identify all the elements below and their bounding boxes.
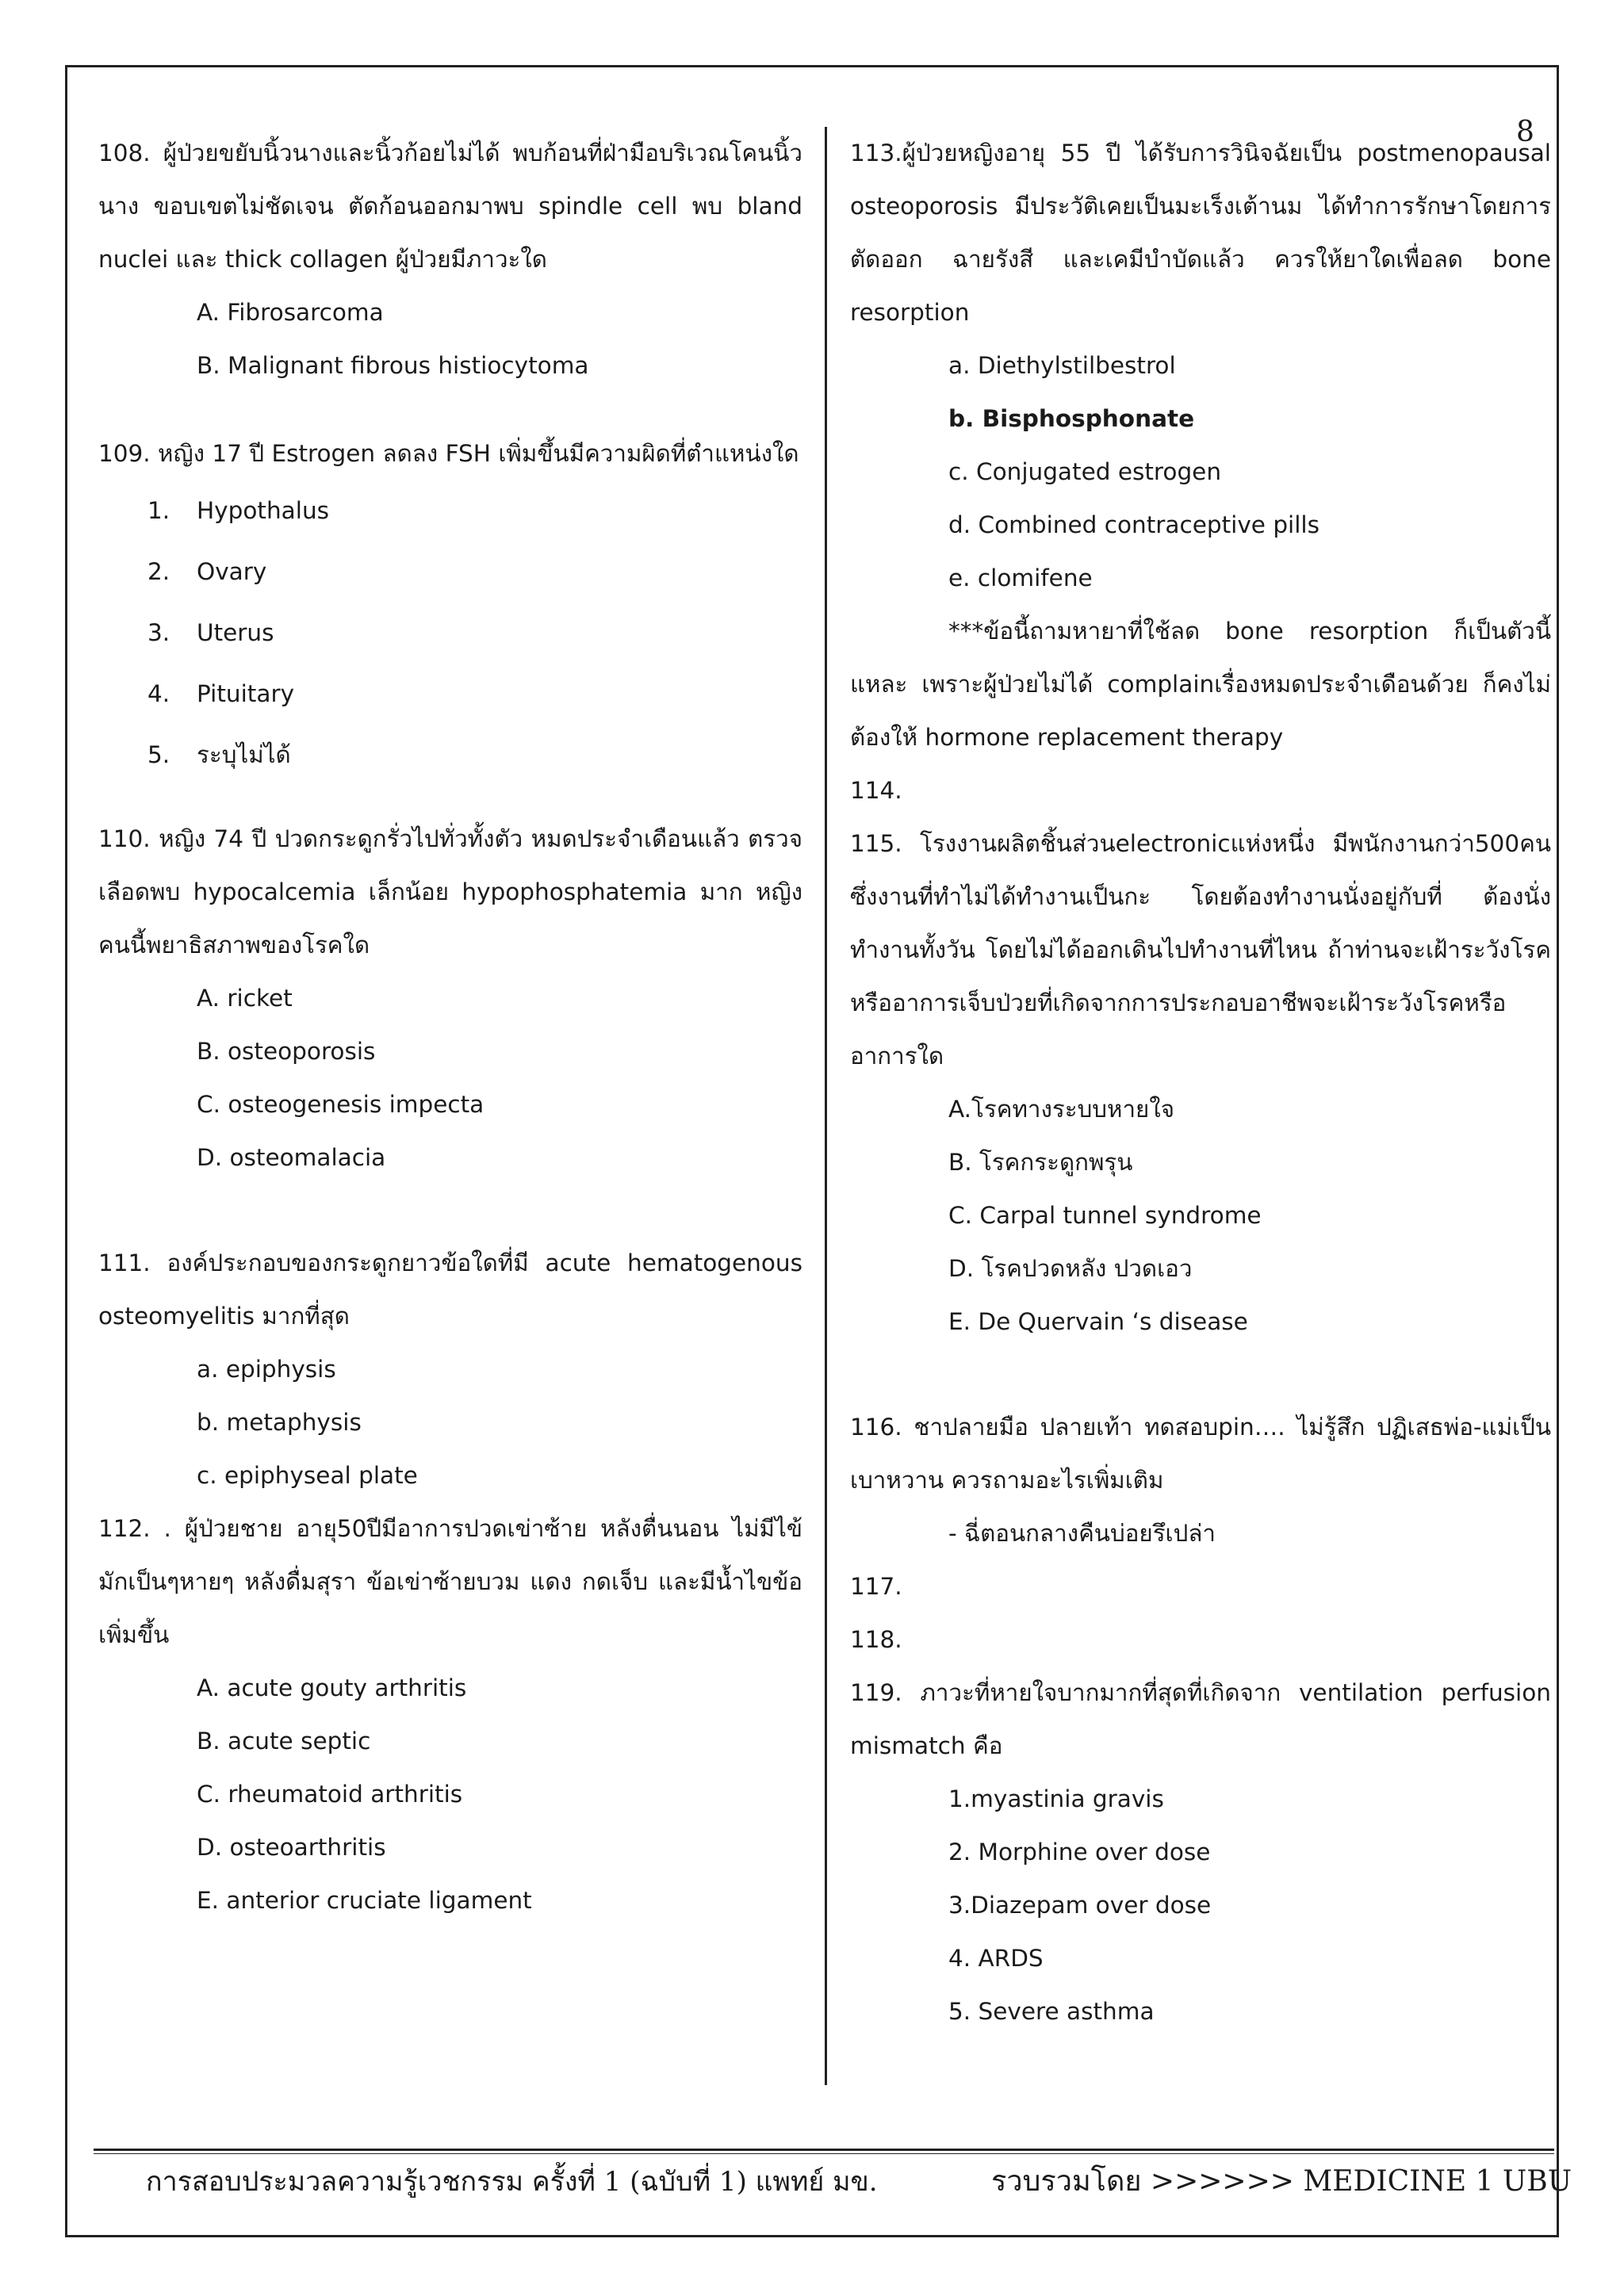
column-divider [825,127,827,2085]
q112-option-a: A. acute gouty arthritis [197,1674,467,1701]
question-116: 116. ชาปลายมือ ปลายเท้า ทดสอบpin…. ไม่รู้สึก ปฏิเสธพ่อ-แม่เป็นเบาหวาน ควรถามอะไรเพิ่มเติม [850,1414,1551,1494]
q110-option-d: D. osteomalacia [197,1144,386,1171]
q113-option-c: c. Conjugated estrogen [948,458,1222,485]
q115-option-e: E. De Quervain ‘s disease [948,1308,1248,1335]
q110-option-c: C. osteogenesis impecta [197,1091,485,1118]
q112-option-e: E. anterior cruciate ligament [197,1887,532,1914]
q111-option-b: b. metaphysis [197,1409,362,1436]
page-number: 8 [1516,116,1534,148]
question-114: 114. [850,777,902,804]
question-119: 119. ภาวะที่หายใจบากมากที่สุดที่เกิดจาก ventilation perfusion mismatch คือ [850,1679,1551,1759]
q119-option-4: 4. ARDS [948,1945,1044,1972]
q109-option-2: 2. Ovary [147,558,267,585]
q113-note: ***ข้อนี้ถามหายาที่ใช้ลด bone resorption ก็เป็นตัวนี้แหละ เพราะผู้ป่วยไม่ได้ complainเรื่องหมดประจำเดือนด้วย ก็คงไม่ต้องให้ hormone replacement therapy [850,618,1551,751]
footer-compiled-by: รวบรวมโดย >>>>>> MEDICINE 1 UBU [991,2165,1572,2198]
q119-option-5: 5. Severe asthma [948,1998,1155,2025]
q112-option-c: C. rheumatoid arthritis [197,1781,463,1808]
question-108: 108. ผู้ป่วยขยับนิ้วนางและนิ้วก้อยไม่ได้ พบก้อนที่ฝ่ามือบริเวณโคนนิ้วนาง ขอบเขตไม่ชัดเจน ตัดก้อนออกมาพบ spindle cell พบ bland nuclei และ thick collagen ผู้ป่วยมีภาวะใด [98,140,802,273]
left-column [98,127,802,1927]
q109-option-3: 3. Uterus [147,619,274,646]
q115-option-d: D. โรคปวดหลัง ปวดเอว [948,1255,1193,1282]
q110-option-a: A. ricket [197,985,293,1012]
q110-option-b: B. osteoporosis [197,1038,376,1065]
q111-option-c: c. epiphyseal plate [197,1462,418,1489]
q108-option-a: A. Fibrosarcoma [197,299,384,326]
question-110: 110. หญิง 74 ปี ปวดกระดูกรั่วไปทั่วทั้งตัว หมดประจำเดือนแล้ว ตรวจเลือดพบ hypocalcemia เล็กน้อย hypophosphatemia มาก หญิงคนนี้พยาธิสภาพของโรคใด [98,825,802,959]
q109-option-1: 1. Hypothalus [147,497,330,524]
q109-option-4: 4. Pituitary [147,680,295,707]
question-113: 113.ผู้ป่วยหญิงอายุ 55 ปี ได้รับการวินิจฉัยเป็น postmenopausal osteoporosis มีประวัติเคยเป็นมะเร็งเต้านม ได้ทำการรักษาโดยการตัดออก ฉายรังสี และเคมีบำบัดแล้ว ควรให้ยาใดเพื่อลด bone resorption [850,140,1551,326]
q112-option-d: D. osteoarthritis [197,1834,386,1861]
question-112: 112. . ผู้ป่วยชาย อายุ50ปีมีอาการปวดเข่าซ้าย หลังตื่นนอน ไม่มีไข้ มักเป็นๆหายๆ หลังดื่มสุรา ข้อเข่าซ้ายบวม แดง กดเจ็บ และมีน้ำไขข้อเพิ่มขึ้น [98,1515,802,1648]
question-117: 117. [850,1573,902,1600]
q119-option-3: 3.Diazepam over dose [948,1892,1212,1919]
q113-option-d: d. Combined contraceptive pills [948,511,1320,538]
q113-option-b: b. Bisphosphonate [948,405,1195,432]
question-115: 115. โรงงานผลิตชิ้นส่วนelectronicแห่งหนึ่ง มีพนักงานกว่า500คน ซึ่งงานที่ทำไม่ได้ทำงานเป็นกะ โดยต้องทำงานนั่งอยู่กับที่ ต้องนั่งทำงานทั้งวัน โดยไม่ได้ออกเดินไปทำงานที่ไหน ถ้าท่านจะเฝ้าระวังโรคหรืออาการเจ็บป่วยที่เกิดจากการประกอบอาชีพจะเฝ้าระวังโรคหรืออาการใด [850,830,1551,1070]
q119-option-1: 1.myastinia gravis [948,1785,1164,1812]
q115-option-a: A.โรคทางระบบหายใจ [948,1096,1175,1123]
q115-option-b: B. โรคกระดูกพรุน [948,1149,1133,1176]
q116-answer: - ฉี่ตอนกลางคืนบ่อยรึเปล่า [948,1520,1216,1547]
q113-option-a: a. Diethylstilbestrol [948,352,1176,379]
q109-option-5: 5. ระบุไม่ได้ [147,741,291,768]
question-111: 111. องค์ประกอบของกระดูกยาวข้อใดที่มี acute hematogenous osteomyelitis มากที่สุด [98,1249,802,1330]
footer-rule [94,2149,1554,2151]
question-109: 109. หญิง 17 ปี Estrogen ลดลง FSH เพิ่มขึ้นมีความผิดที่ตำแหน่งใด [98,440,799,467]
question-118: 118. [850,1626,902,1653]
q112-option-b: B. acute septic [197,1728,371,1755]
q113-option-e: e. clomifene [948,564,1093,591]
q119-option-2: 2. Morphine over dose [948,1839,1211,1866]
q111-option-a: a. epiphysis [197,1356,336,1383]
footer-rule-thin [94,2153,1554,2154]
right-column [850,127,1551,2038]
q115-option-c: C. Carpal tunnel syndrome [948,1202,1262,1229]
q108-option-b: B. Malignant fibrous histiocytoma [197,352,589,379]
footer-exam-title: การสอบประมวลความรู้เวชกรรม ครั้งที่ 1 (ฉบับที่ 1) แพทย์ มข. [146,2166,878,2198]
